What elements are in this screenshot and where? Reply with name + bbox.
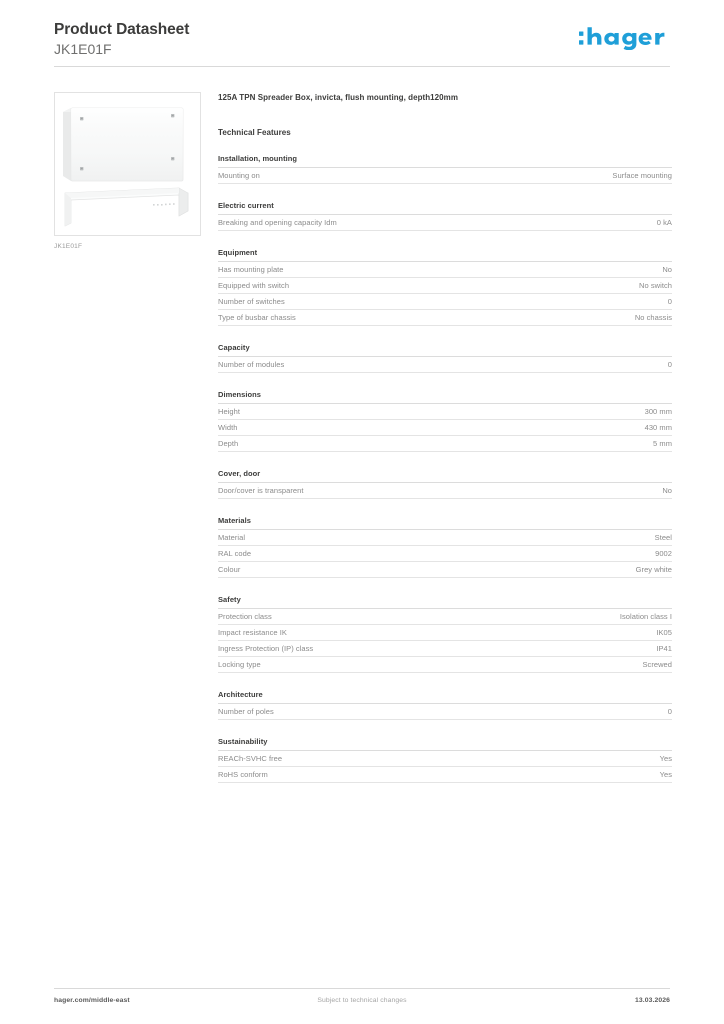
spec-group-heading: Equipment bbox=[218, 248, 672, 262]
spec-row bbox=[218, 215, 672, 231]
specification-groups bbox=[218, 154, 672, 783]
spec-value: Steel bbox=[654, 533, 672, 542]
product-reference: JK1E01F bbox=[54, 41, 112, 57]
page-title: Product Datasheet bbox=[54, 21, 190, 38]
spec-value: 300 mm bbox=[644, 407, 672, 416]
spec-group bbox=[218, 469, 672, 499]
page-header bbox=[54, 20, 670, 58]
spec-value: 0 bbox=[667, 707, 672, 716]
spec-row bbox=[218, 483, 672, 499]
page-footer bbox=[54, 997, 670, 1004]
spec-group bbox=[218, 390, 672, 452]
spec-row bbox=[218, 751, 672, 767]
spec-value: IK05 bbox=[656, 628, 672, 637]
specifications-panel bbox=[218, 92, 672, 783]
spec-row bbox=[218, 609, 672, 625]
spec-group-heading: Cover, door bbox=[218, 469, 672, 483]
spec-group bbox=[218, 154, 672, 184]
spec-value: 0 bbox=[667, 360, 672, 369]
spec-group bbox=[218, 595, 672, 673]
spec-row bbox=[218, 625, 672, 641]
spec-group-heading: Dimensions bbox=[218, 390, 672, 404]
spec-label: Locking type bbox=[218, 660, 261, 669]
spec-value: Grey white bbox=[635, 565, 672, 574]
spec-group bbox=[218, 343, 672, 373]
spec-label: Door/cover is transparent bbox=[218, 486, 304, 495]
spec-group-heading: Capacity bbox=[218, 343, 672, 357]
spec-value: Yes bbox=[659, 754, 672, 763]
footer-date: 13.03.2026 bbox=[634, 997, 670, 1004]
spec-group-heading: Installation, mounting bbox=[218, 154, 672, 168]
spec-row bbox=[218, 262, 672, 278]
product-image bbox=[54, 92, 201, 236]
spec-label: Number of poles bbox=[218, 707, 274, 716]
spec-row bbox=[218, 641, 672, 657]
spec-label: Protection class bbox=[218, 612, 272, 621]
spec-row bbox=[218, 310, 672, 326]
spec-value: 0 bbox=[667, 297, 672, 306]
spec-value: Yes bbox=[659, 770, 672, 779]
footer-divider bbox=[54, 988, 670, 989]
spec-row bbox=[218, 278, 672, 294]
spec-value: No bbox=[662, 486, 672, 495]
footer-website[interactable]: hager.com/middle-east bbox=[54, 997, 130, 1004]
spec-row bbox=[218, 704, 672, 720]
spec-label: Equipped with switch bbox=[218, 281, 290, 290]
spec-value: 9002 bbox=[655, 549, 672, 558]
spec-label: Ingress Protection (IP) class bbox=[218, 644, 314, 653]
spec-row bbox=[218, 357, 672, 373]
spec-group-heading: Electric current bbox=[218, 201, 672, 215]
spec-value: Isolation class I bbox=[619, 612, 672, 621]
spec-row bbox=[218, 294, 672, 310]
spec-group bbox=[218, 201, 672, 231]
spec-row bbox=[218, 404, 672, 420]
spec-label: Width bbox=[218, 423, 238, 432]
spec-group-heading: Materials bbox=[218, 516, 672, 530]
spec-label: Height bbox=[218, 407, 240, 416]
spec-row bbox=[218, 767, 672, 783]
header-divider bbox=[54, 66, 670, 67]
spec-row bbox=[218, 546, 672, 562]
spec-value: 430 mm bbox=[644, 423, 672, 432]
spec-row bbox=[218, 530, 672, 546]
technical-features-title: Technical Features bbox=[218, 128, 291, 137]
spec-value: 5 mm bbox=[653, 439, 672, 448]
spec-value: Surface mounting bbox=[612, 171, 672, 180]
spec-label: Material bbox=[218, 533, 246, 542]
spec-label: Number of switches bbox=[218, 297, 285, 306]
spec-value: No chassis bbox=[634, 313, 672, 322]
spec-label: Number of modules bbox=[218, 360, 285, 369]
spec-label: Depth bbox=[218, 439, 239, 448]
spec-label: Mounting on bbox=[218, 171, 260, 180]
hager-logo bbox=[578, 26, 670, 50]
spec-group-heading: Sustainability bbox=[218, 737, 672, 751]
header-titles bbox=[54, 20, 189, 58]
spec-row bbox=[218, 436, 672, 452]
product-figure bbox=[54, 92, 203, 250]
spec-group bbox=[218, 737, 672, 783]
spec-label: REACh-SVHC free bbox=[218, 754, 283, 763]
product-name: 125A TPN Spreader Box, invicta, flush mounting, depth120mm bbox=[218, 93, 458, 102]
spec-row bbox=[218, 420, 672, 436]
spec-row bbox=[218, 562, 672, 578]
spec-row bbox=[218, 657, 672, 673]
spec-group bbox=[218, 516, 672, 578]
spec-value: No bbox=[662, 265, 672, 274]
spec-label: Impact resistance IK bbox=[218, 628, 287, 637]
spec-value: 0 kA bbox=[656, 218, 672, 227]
spec-label: Has mounting plate bbox=[218, 265, 284, 274]
spec-group bbox=[218, 690, 672, 720]
spec-value: Screwed bbox=[642, 660, 672, 669]
spec-label: RAL code bbox=[218, 549, 252, 558]
spec-value: IP41 bbox=[656, 644, 672, 653]
spec-label: Colour bbox=[218, 565, 241, 574]
spec-group-heading: Architecture bbox=[218, 690, 672, 704]
spec-group bbox=[218, 248, 672, 326]
spec-label: Type of busbar chassis bbox=[218, 313, 296, 322]
spec-row bbox=[218, 168, 672, 184]
product-image-caption: JK1E01F bbox=[54, 243, 83, 250]
spec-label: Breaking and opening capacity Idm bbox=[218, 218, 337, 227]
spec-label: RoHS conform bbox=[218, 770, 268, 779]
spec-group-heading: Safety bbox=[218, 595, 672, 609]
footer-disclaimer: Subject to technical changes bbox=[317, 997, 407, 1004]
spec-value: No switch bbox=[639, 281, 672, 290]
